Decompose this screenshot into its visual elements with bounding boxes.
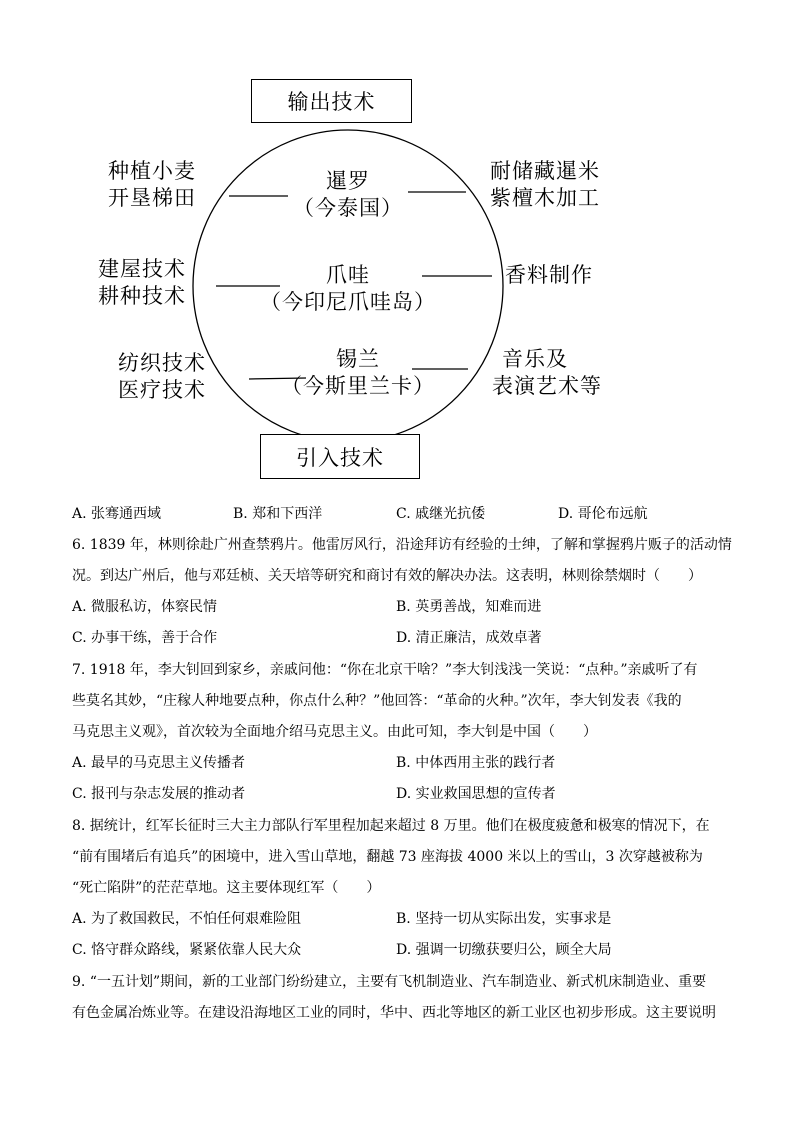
right-label-1-line2: 紫檀木加工 <box>490 186 600 210</box>
right-label-2 <box>505 262 593 289</box>
q7-stem-line1: 7. 1918 年，李大钊回到家乡，亲戚问他：“你在北京干啥？”李大钊浅浅一笑说：“点种。”亲戚听了有 <box>72 662 698 678</box>
left-label-1-line1: 种植小麦 <box>108 159 196 183</box>
center-java-name: 爪哇 <box>326 263 370 287</box>
center-siam <box>268 168 428 222</box>
q5-option-c: C. 戚继光抗倭 <box>396 506 486 522</box>
left-label-2-line2: 耕种技术 <box>98 284 186 308</box>
q8-option-b: B. 坚持一切从实际出发，实事求是 <box>396 911 612 927</box>
center-siam-sub: （今泰国） <box>293 196 403 220</box>
q9-stem-line2: 有色金属冶炼业等。在建设沿海地区工业的同时，华中、西北等地区的新工业区也初步形成。这主要说明 <box>72 1005 716 1021</box>
q8-option-a: A. 为了救国救民，不怕任何艰难险阻 <box>72 911 302 927</box>
center-ceylon-name: 锡兰 <box>336 347 380 371</box>
q5-option-a: A. 张骞通西域 <box>72 506 162 522</box>
q8-stem-line1: 8. 据统计，红军长征时三大主力部队行军里程加起来超过 8 万里。他们在极度疲惫和极寒的情况下，在 <box>72 818 710 834</box>
q5-option-d: D. 哥伦布远航 <box>558 506 648 522</box>
q6-stem-line1: 6. 1839 年，林则徐赴广州查禁鸦片。他雷厉风行，沿途拜访有经验的士绅，了解和掌握鸦片贩子的活动情 <box>72 537 732 553</box>
import-technology-box: 引入技术 <box>260 434 420 479</box>
q6-option-b: B. 英勇善战，知难而进 <box>396 599 542 615</box>
right-label-2-line1: 香料制作 <box>505 263 593 287</box>
q6-stem-line2: 况。到达广州后，他与邓廷桢、关天培等研究和商讨有效的解决办法。这表明，林则徐禁烟时（ ） <box>72 568 702 584</box>
q6-option-a: A. 微服私访，体察民情 <box>72 599 218 615</box>
q7-stem-line2: 些莫名其妙，“庄稼人种地要点种，你点什么种？”他回答：“革命的火种。”次年，李大钊发表《我的 <box>72 693 682 709</box>
center-ceylon <box>268 346 448 400</box>
q7-option-d: D. 实业救国思想的宣传者 <box>396 786 556 802</box>
right-label-1 <box>490 158 600 212</box>
right-label-3 <box>492 346 602 400</box>
output-technology-box: 输出技术 <box>251 79 412 123</box>
left-label-1-line2: 开垦梯田 <box>108 186 196 210</box>
q8-stem-line3: “死亡陷阱”的茫茫草地。这主要体现红军（ ） <box>72 880 381 896</box>
q5-option-b: B. 郑和下西洋 <box>233 506 323 522</box>
center-java <box>258 262 438 316</box>
q6-option-c: C. 办事干练，善于合作 <box>72 630 218 646</box>
q8-option-d: D. 强调一切缴获要归公，顾全大局 <box>396 942 612 958</box>
trade-technology-diagram <box>0 0 794 480</box>
right-label-3-line2: 表演艺术等 <box>492 374 602 398</box>
left-label-1 <box>108 158 196 212</box>
q7-option-a: A. 最早的马克思主义传播者 <box>72 755 246 771</box>
left-label-3-line1: 纺织技术 <box>118 351 206 375</box>
q6-option-d: D. 清正廉洁，成效卓著 <box>396 630 542 646</box>
q7-stem-line3: 马克思主义观》，首次较为全面地介绍马克思主义。由此可知，李大钊是中国（ ） <box>72 724 597 740</box>
q7-option-b: B. 中体西用主张的践行者 <box>396 755 556 771</box>
right-label-3-line1: 音乐及 <box>502 347 568 371</box>
q8-stem-line2: “前有围堵后有追兵”的困境中，进入雪山草地，翻越 73 座海拔 4000 米以上的雪山，3 次穿越被称为 <box>72 849 703 865</box>
left-label-2-line1: 建屋技术 <box>98 257 186 281</box>
left-label-2 <box>98 256 186 310</box>
q9-stem-line1: 9. “一五计划”期间，新的工业部门纷纷建立，主要有飞机制造业、汽车制造业、新式机床制造业、重要 <box>72 974 707 990</box>
right-label-1-line1: 耐储藏暹米 <box>490 159 600 183</box>
q7-option-c: C. 报刊与杂志发展的推动者 <box>72 786 246 802</box>
center-java-sub: （今印尼爪哇岛） <box>260 290 436 314</box>
left-label-3 <box>118 350 206 404</box>
left-label-3-line2: 医疗技术 <box>118 378 206 402</box>
q8-option-c: C. 恪守群众路线，紧紧依靠人民大众 <box>72 942 302 958</box>
diagram-lines <box>0 0 794 480</box>
center-ceylon-sub: （今斯里兰卡） <box>281 374 435 398</box>
center-siam-name: 暹罗 <box>326 169 370 193</box>
